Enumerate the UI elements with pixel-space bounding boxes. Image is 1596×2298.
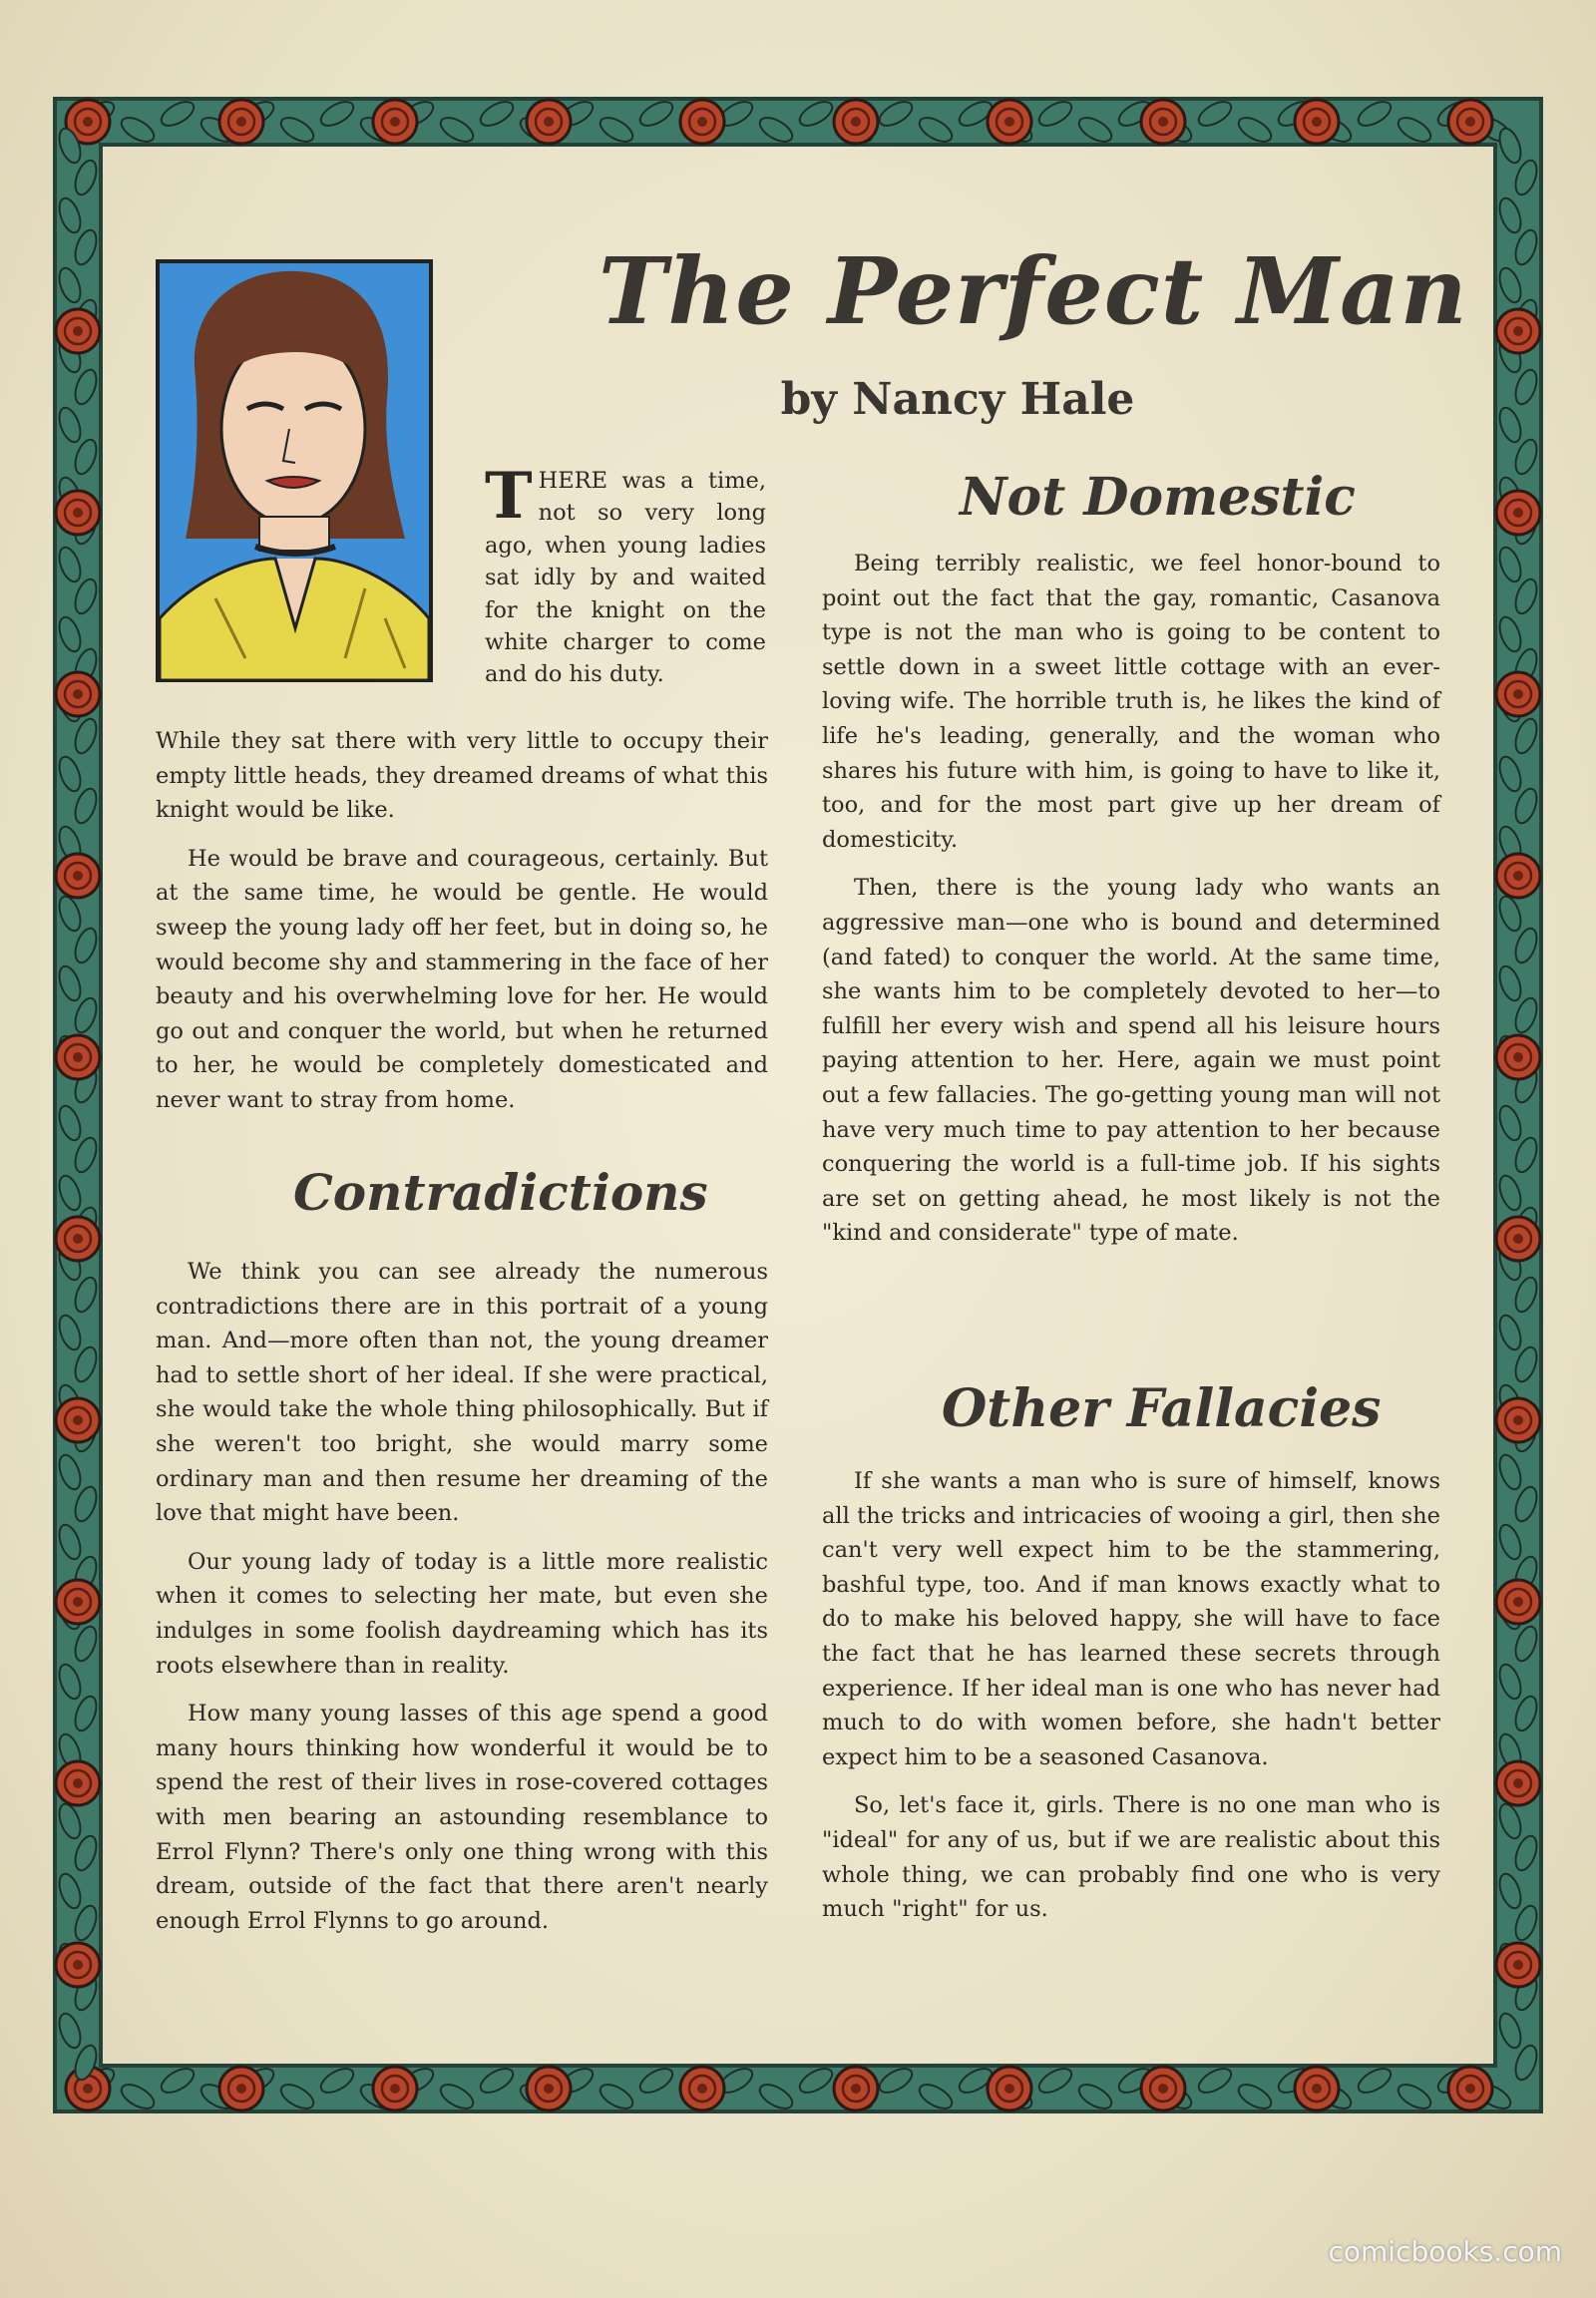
section-heading-other-fallacies: Other Fallacies [942,1378,1382,1439]
paragraph: He would be brave and courageous, certainly. But at the same time, he would be gentle. He would sweep the young lady off her feet, but in doing so, he would become shy and stammering in the face of her beauty and his overwhelming love for her. He would go out and conquer the world, but when he returned to her, he would be completely domesticated and never want to stray from home. [156,845,768,1113]
section-heading-contradictions: Contradictions [293,1163,708,1222]
article-byline: by Nancy Hale [780,374,1135,425]
drop-cap: T [485,459,533,534]
portrait-illustration [156,259,433,682]
paragraph: How many young lasses of this age spend a good many hours thinking how wonderful it would be to spend the rest of their lives in rose-covered cottages with men bearing an astounding resemblance to Errol Flynn? There's only one thing wrong with this dream, outside of the fact that there aren't nearly enough Errol Flynns to go around. [156,1701,768,1934]
paragraph: Then, there is the young lady who wants an aggressive man—one who is bound and determined (and fated) to conquer the world. At the same time, she wants him to be completely devoted to her—to fulfill her every wish and spend all his leisure hours paying attention to her. Here, again we must point out a few fallacies. The go-getting young man will not have very much time to pay attention to her because conquering the world is a full-time job. If his sights are set on getting ahead, he most likely is not the "kind and considerate" type of mate. [822,875,1440,1247]
paragraph: We think you can see already the numerous contradictions there are in this portrait of a young man. And—more often than not, the young dreamer had to settle short of her ideal. If she were practical, she would take the whole thing philosophically. But if she weren't too bright, she would marry some ordinary man and then resume her dreaming of the love that might have been. [156,1259,768,1527]
paragraph: So, let's face it, girls. There is no one man who is "ideal" for any of us, but if we are realistic about this whole thing, we can probably find one who is very much "right" for us. [822,1792,1440,1923]
paragraph: Our young lady of today is a little more realistic when it comes to selecting her mate, but even she indulges in some foolish daydreaming which has its roots elsewhere than in reality. [156,1548,768,1679]
site-watermark: comicbooks.com [1328,2235,1562,2268]
other-fallacies-body [822,1464,1440,1941]
left-column-body [156,724,768,1132]
paragraph: While they sat there with very little to occupy their empty little heads, they dreamed dreams of what this knight would be like. [156,728,768,824]
article-title: The Perfect Man [598,237,1468,345]
paragraph: Being terribly realistic, we feel honor-bound to point out the fact that the gay, romantic, Casanova type is not the man who is going to be content to settle down in a sweet little cottage with an ever-loving wife. The horrible truth is, he likes the kind of life he's leading, generally, and the woman who shares his future with him, is going to have to like it, too, and for the most part give up her dream of domesticity. [822,551,1440,853]
section-heading-not-domestic: Not Domestic [960,467,1356,528]
intro-paragraph [485,459,766,691]
intro-text: HERE was a time, not so very long ago, when young ladies sat idly by and waited for the knight on the white charger to come and do his duty. [485,468,766,688]
not-domestic-body [822,547,1440,1265]
contradictions-body [156,1255,768,1952]
paragraph: If she wants a man who is sure of himself, knows all the tricks and intricacies of wooing a girl, then she can't very well expect him to be the stammering, bashful type, too. And if man knows exactly what to do to make his beloved happy, she will have to face the fact that he has learned these secrets through experience. If her ideal man is one who has never had much to do with women before, she hadn't better expect him to be a seasoned Casanova. [822,1468,1440,1770]
